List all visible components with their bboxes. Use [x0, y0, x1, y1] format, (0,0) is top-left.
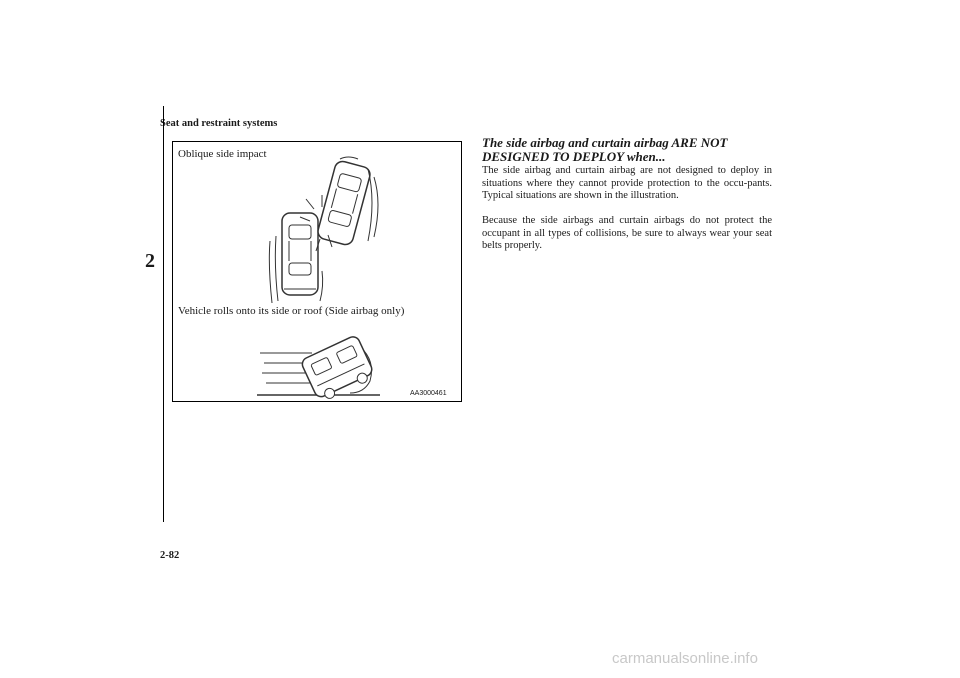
figure-code: AA3000461 — [410, 390, 447, 397]
paragraph-seat-belts: Because the side airbags and curtain airbags do not protect the occupant in all types of collisions, be sure to always wear your seat belts properly. — [482, 215, 772, 251]
figure-label-rollover: Vehicle rolls onto its side or roof (Side airbag only) — [178, 305, 405, 317]
chapter-tab — [143, 106, 164, 522]
section-title: The side airbag and curtain airbag ARE NOT DESIGNED TO DEPLOY when... — [482, 135, 728, 164]
running-header: Seat and restraint systems — [160, 118, 278, 129]
paragraph-deploy-situations: The side airbag and curtain airbag are not designed to deploy in situations where they cannot provide protection to the occu-pants. Typical situations are shown in the illustration. — [482, 165, 772, 201]
oblique-impact-illustration — [269, 157, 378, 303]
watermark: carmanualsonline.info — [612, 650, 758, 667]
figure-label-oblique-impact: Oblique side impact — [178, 148, 267, 160]
rollover-illustration — [257, 335, 380, 402]
chapter-number: 2 — [145, 250, 155, 272]
crash-illustration — [172, 141, 462, 402]
page-number: 2-82 — [160, 550, 180, 561]
